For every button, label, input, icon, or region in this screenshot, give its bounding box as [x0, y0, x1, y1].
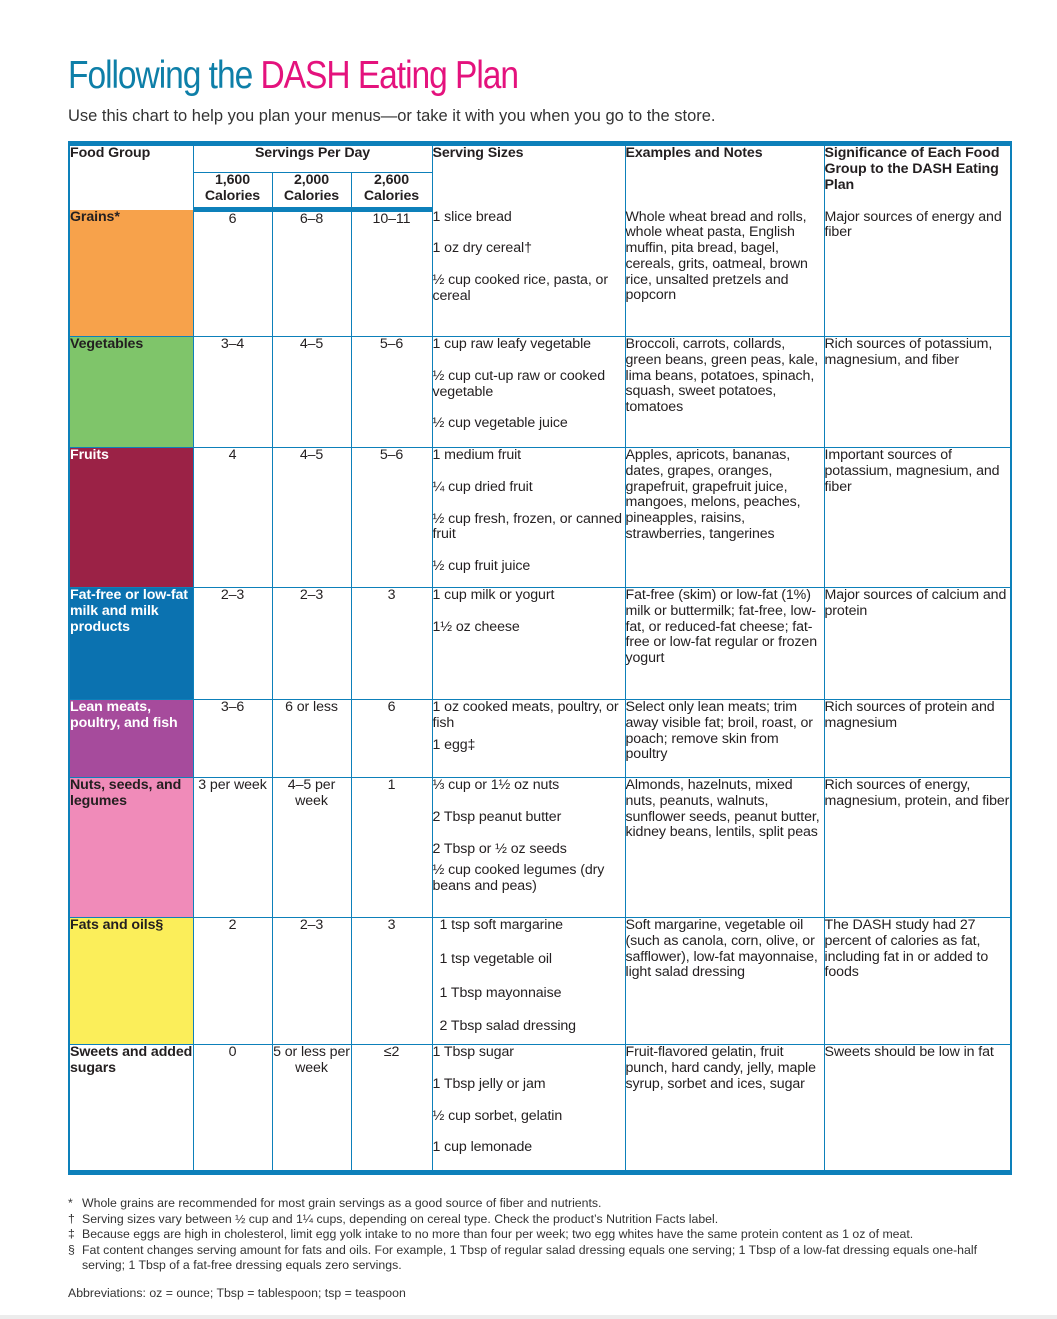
servings-1600: 3 per week: [193, 778, 272, 918]
serving-size: 1 slice bread: [432, 208, 512, 225]
servings-1600: 2–3: [193, 588, 272, 700]
serving-size: 1 oz dry cereal†: [432, 240, 532, 257]
servings-2600: 10–11: [351, 210, 432, 337]
servings-1600: 3–6: [193, 700, 272, 778]
serving-size: ½ cup fresh, frozen, or canned fruit: [432, 510, 622, 543]
serving-size: 1 egg‡: [432, 736, 476, 753]
food-group-cell: Lean meats, poultry, and fish: [69, 700, 193, 778]
title-part-1: Following the: [68, 54, 261, 97]
serving-sizes-cell: [432, 1045, 625, 1173]
servings-2600: ≤2: [351, 1045, 432, 1173]
footnote-text: Because eggs are high in cholesterol, limit egg yolk intake to no more than four per week; two egg whites have the same protein content as 1 oz of meat.: [82, 1227, 914, 1242]
examples-cell: Whole wheat bread and rolls, whole wheat pasta, English muffin, pita bread, bagel, cereals, grits, oatmeal, brown rice, unsalted pretzels and popcorn: [625, 210, 824, 337]
serving-size: ½ cup cooked legumes (dry beans and peas): [432, 862, 605, 895]
serving-sizes-cell: [432, 448, 625, 588]
table-row: [69, 448, 1011, 588]
serving-size: 1 Tbsp jelly or jam: [432, 1075, 546, 1092]
footnote: [68, 1212, 1018, 1228]
servings-1600: 4: [193, 448, 272, 588]
servings-2600: 3: [351, 588, 432, 700]
examples-cell: Select only lean meats; trim away visible fat; broil, roast, or poach; remove skin from poultry: [625, 700, 824, 778]
serving-size: 1 Tbsp sugar: [432, 1044, 514, 1060]
table-row: [69, 700, 1011, 778]
servings-1600: 2: [193, 918, 272, 1045]
footnotes: [68, 1196, 1018, 1274]
food-group-cell: Sweets and added sugars: [69, 1045, 193, 1173]
header-row: [69, 144, 1011, 173]
servings-2000: 5 or less per week: [272, 1045, 351, 1173]
header-serving-sizes: Serving Sizes: [432, 144, 625, 210]
table-row: [69, 337, 1011, 448]
servings-2600: 1: [351, 778, 432, 918]
significance-cell: The DASH study had 27 percent of calories as fat, including fat in or added to foods: [824, 918, 1011, 1045]
table-row: [69, 778, 1011, 918]
header-significance: Significance of Each Food Group to the DASH Eating Plan: [824, 144, 1011, 210]
servings-2600: 3: [351, 918, 432, 1045]
table-row: [69, 918, 1011, 1045]
serving-size: 2 Tbsp salad dressing: [439, 1018, 576, 1035]
servings-1600: 6: [193, 210, 272, 337]
header-examples: Examples and Notes: [625, 144, 824, 210]
footnote-mark: ‡: [68, 1227, 75, 1242]
serving-size: ½ cup cooked rice, pasta, or cereal: [432, 272, 608, 304]
examples-cell: Fruit-flavored gelatin, fruit punch, hard candy, jelly, maple syrup, sorbet and ices, sugar: [625, 1045, 824, 1173]
table-row: [69, 1045, 1011, 1173]
examples-cell: Broccoli, carrots, collards, green beans, green peas, kale, lima beans, potatoes, spinach, squash, sweet potatoes, tomatoes: [625, 337, 824, 448]
footnote-text: Serving sizes vary between ½ cup and 1¼ cups, depending on cereal type. Check the product’s Nutrition Facts label.: [82, 1211, 719, 1226]
examples-cell: Soft margarine, vegetable oil (such as canola, corn, olive, or safflower), low-fat mayonnaise, light salad dressing: [625, 918, 824, 1045]
footnote-text: Fat content changes serving amount for fats and oils. For example, 1 Tbsp of regular salad dressing equals one serving; 1 Tbsp of a low-fat dressing equals one-half serving; 1 Tbsp of a fat-free dressing equals zero servings.: [82, 1242, 977, 1273]
servings-2000: 4–5: [272, 448, 351, 588]
page-subtitle: Use this chart to help you plan your menus—or take it with you when you go to the store.: [68, 107, 716, 125]
page-title: [68, 52, 518, 100]
food-group-cell: Vegetables: [69, 337, 193, 448]
serving-size: 1 cup milk or yogurt: [432, 587, 555, 603]
servings-2600: 5–6: [351, 448, 432, 588]
serving-sizes-cell: [432, 210, 625, 337]
header-calories-2000: 2,000 Calories: [272, 173, 351, 210]
food-group-cell: Fat-free or low-fat milk and milk products: [69, 588, 193, 700]
serving-sizes-cell: [432, 778, 625, 918]
servings-2000: 6–8: [272, 210, 351, 337]
serving-size: 1 oz cooked meats, poultry, or fish: [432, 699, 619, 731]
serving-sizes-cell: [432, 918, 625, 1045]
significance-cell: Rich sources of protein and magnesium: [824, 700, 1011, 778]
examples-cell: Apples, apricots, bananas, dates, grapes, oranges, grapefruit, grapefruit juice, mangoes, melons, peaches, pineapples, raisins, strawberries, tangerines: [625, 448, 824, 588]
footnote-mark: †: [68, 1211, 75, 1226]
dash-table: [68, 141, 1012, 1175]
serving-size: ½ cup fruit juice: [432, 558, 531, 575]
serving-size: 2 Tbsp peanut butter: [432, 808, 562, 825]
servings-2600: 5–6: [351, 337, 432, 448]
significance-cell: Rich sources of potassium, magnesium, and fiber: [824, 337, 1011, 448]
serving-size: 1 medium fruit: [432, 447, 521, 463]
header-food-group: Food Group: [69, 144, 193, 210]
footnote-text: Whole grains are recommended for most grain servings as a good source of fiber and nutrients.: [82, 1196, 602, 1210]
serving-size: 1½ oz cheese: [432, 618, 520, 635]
examples-cell: Almonds, hazelnuts, mixed nuts, peanuts, walnuts, sunflower seeds, peanut butter, kidney beans, lentils, split peas: [625, 778, 824, 918]
abbreviations: Abbreviations: oz = ounce; Tbsp = tablespoon; tsp = teaspoon: [68, 1286, 406, 1300]
footnote-mark: §: [68, 1242, 75, 1257]
table-row: [69, 588, 1011, 700]
servings-2000: 2–3: [272, 588, 351, 700]
food-group-cell: Nuts, seeds, and legumes: [69, 778, 193, 918]
footnote: [68, 1227, 1018, 1243]
servings-2000: 6 or less: [272, 700, 351, 778]
title-part-2: DASH Eating Plan: [260, 54, 519, 97]
serving-size: ½ cup sorbet, gelatin: [432, 1107, 563, 1124]
page-bottom-rule: [0, 1315, 1057, 1319]
serving-size: 1 tsp vegetable oil: [439, 950, 552, 967]
footnote: [68, 1196, 1018, 1212]
significance-cell: Rich sources of energy, magnesium, protein, and fiber: [824, 778, 1011, 918]
serving-sizes-cell: [432, 337, 625, 448]
serving-size: ½ cup vegetable juice: [432, 415, 568, 432]
servings-1600: 0: [193, 1045, 272, 1173]
serving-sizes-cell: [432, 700, 625, 778]
serving-size: 1 tsp soft margarine: [439, 917, 563, 933]
food-group-cell: Fats and oils§: [69, 918, 193, 1045]
servings-2600: 6: [351, 700, 432, 778]
servings-2000: 4–5 per week: [272, 778, 351, 918]
table-row: [69, 210, 1011, 337]
significance-cell: Major sources of energy and fiber: [824, 210, 1011, 337]
serving-size: 1 cup lemonade: [432, 1139, 533, 1156]
significance-cell: Sweets should be low in fat: [824, 1045, 1011, 1173]
footnote: [68, 1243, 1018, 1274]
serving-size: 1 Tbsp mayonnaise: [439, 984, 562, 1001]
significance-cell: Important sources of potassium, magnesium, and fiber: [824, 448, 1011, 588]
serving-size: ½ cup cut-up raw or cooked vegetable: [432, 367, 605, 400]
header-servings-per-day: Servings Per Day: [193, 144, 432, 173]
serving-sizes-cell: [432, 588, 625, 700]
serving-size: ⅓ cup or 1½ oz nuts: [432, 777, 560, 793]
serving-size: ¼ cup dried fruit: [432, 478, 533, 495]
examples-cell: Fat-free (skim) or low-fat (1%) milk or buttermilk; fat-free, low-fat, or reduced-fat cheese; fat-free or low-fat regular or frozen yogurt: [625, 588, 824, 700]
food-group-cell: Fruits: [69, 448, 193, 588]
servings-1600: 3–4: [193, 337, 272, 448]
significance-cell: Major sources of calcium and protein: [824, 588, 1011, 700]
servings-2000: 2–3: [272, 918, 351, 1045]
food-group-cell: Grains*: [69, 210, 193, 337]
header-calories-2600: 2,600 Calories: [351, 173, 432, 210]
serving-size: 2 Tbsp or ½ oz seeds: [432, 840, 567, 857]
servings-2000: 4–5: [272, 337, 351, 448]
footnote-mark: *: [68, 1196, 73, 1210]
header-calories-1600: 1,600 Calories: [193, 173, 272, 210]
serving-size: 1 cup raw leafy vegetable: [432, 336, 591, 352]
